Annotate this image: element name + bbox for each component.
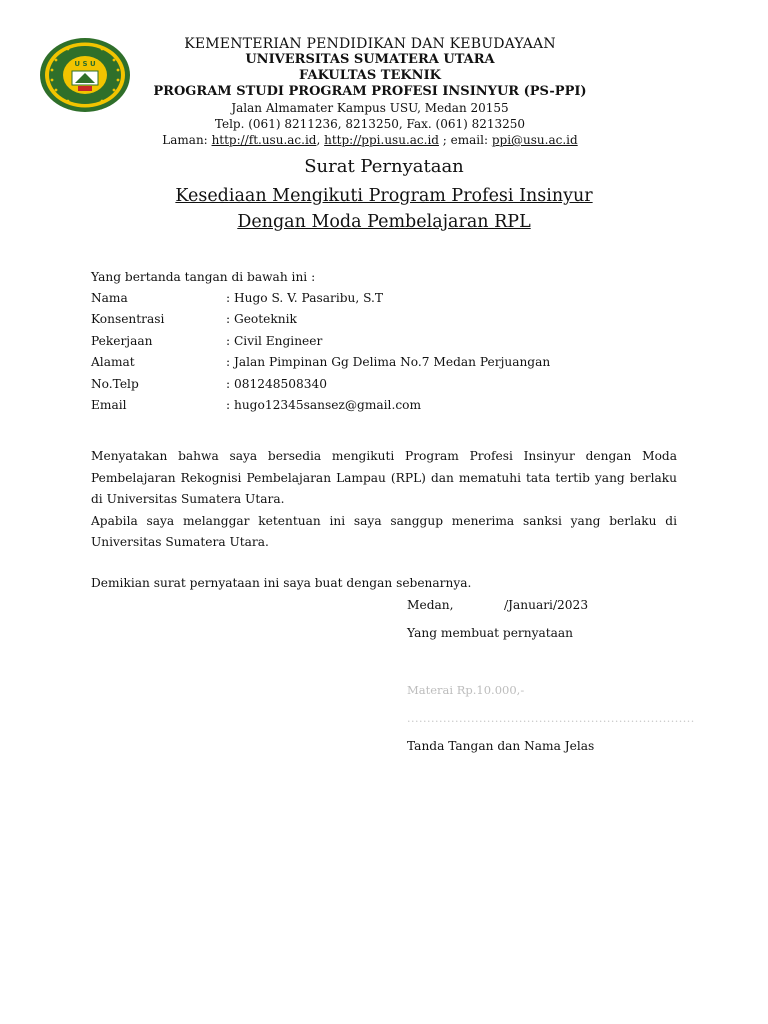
statement-paragraph-2: Apabila saya melanggar ketentuan ini saya sanggup menerima sanksi yang berlaku di Universitas Sumatera Utara. [91,513,677,549]
ppi-website-link[interactable]: http://ppi.usu.ac.id [324,133,439,147]
web-line [140,132,600,148]
ministry-name: KEMENTERIAN PENDIDIKAN DAN KEBUDAYAAN [184,36,556,52]
field-value: : Civil Engineer [226,333,323,348]
address-line: Jalan Almamater Kampus USU, Medan 20155 [231,101,509,115]
university-name: UNIVERSITAS SUMATERA UTARA [245,52,495,67]
field-value: : Jalan Pimpinan Gg Delima No.7 Medan Perjuangan [226,355,551,370]
field-value: : Hugo S. V. Pasaribu, S.T [226,291,384,305]
signature-maker-label: Yang membuat pernyataan [407,626,574,640]
link-separator: , [316,133,321,147]
document-subtitle-2: Dengan Moda Pembelajaran RPL [237,212,531,232]
field-label: Email [91,397,127,412]
phone-line: Telp. (061) 8211236, 8213250, Fax. (061) 8213250 [214,117,526,131]
letterhead [140,36,600,148]
signature-place: Medan, [407,598,454,612]
field-label: Pekerjaan [91,333,153,348]
field-label: Alamat [91,355,135,370]
faculty-website-link[interactable]: http://ft.usu.ac.id [211,133,317,147]
statement-paragraph-1: Menyatakan bahwa saya bersedia mengikuti Program Profesi Insinyur dengan Moda Pembelajaran Rekognisi Pembelajaran Lampau (RPL) dan mematuhi tata tertib yang berlaku di Universitas Sumatera Utara. [91,449,677,506]
field-value: : hugo12345sansez@gmail.com [226,397,422,412]
university-logo [38,36,132,114]
statement-body [91,446,677,554]
stamp-duty-placeholder: Materai Rp.10.000,- [407,683,525,697]
email-label: ; email: [442,133,489,147]
signature-name-label: Tanda Tangan dan Nama Jelas [407,739,595,753]
intro-text: Yang bertanda tangan di bawah ini : [91,270,316,284]
document-subtitle-1: Kesediaan Mengikuti Program Profesi Insinyur [175,186,593,206]
field-label: Konsentrasi [91,312,165,327]
field-value: : Geoteknik [226,312,297,327]
signature-line: ........................................................................ [407,712,695,725]
field-label: Nama [91,291,128,305]
svg-text:U S U: U S U [74,60,96,68]
signature-date: /Januari/2023 [504,598,589,612]
document-title: Surat Pernyataan [304,156,464,177]
faculty-name: FAKULTAS TEKNIK [299,68,441,83]
laman-label: Laman: [162,133,208,147]
email-link[interactable]: ppi@usu.ac.id [491,133,578,147]
field-value: : 081248508340 [226,376,328,391]
field-label: No.Telp [91,376,139,391]
closing-sentence: Demikian surat pernyataan ini saya buat dengan sebenarnya. [91,576,472,590]
program-name: PROGRAM STUDI PROGRAM PROFESI INSINYUR (PS-PPI) [153,84,587,99]
